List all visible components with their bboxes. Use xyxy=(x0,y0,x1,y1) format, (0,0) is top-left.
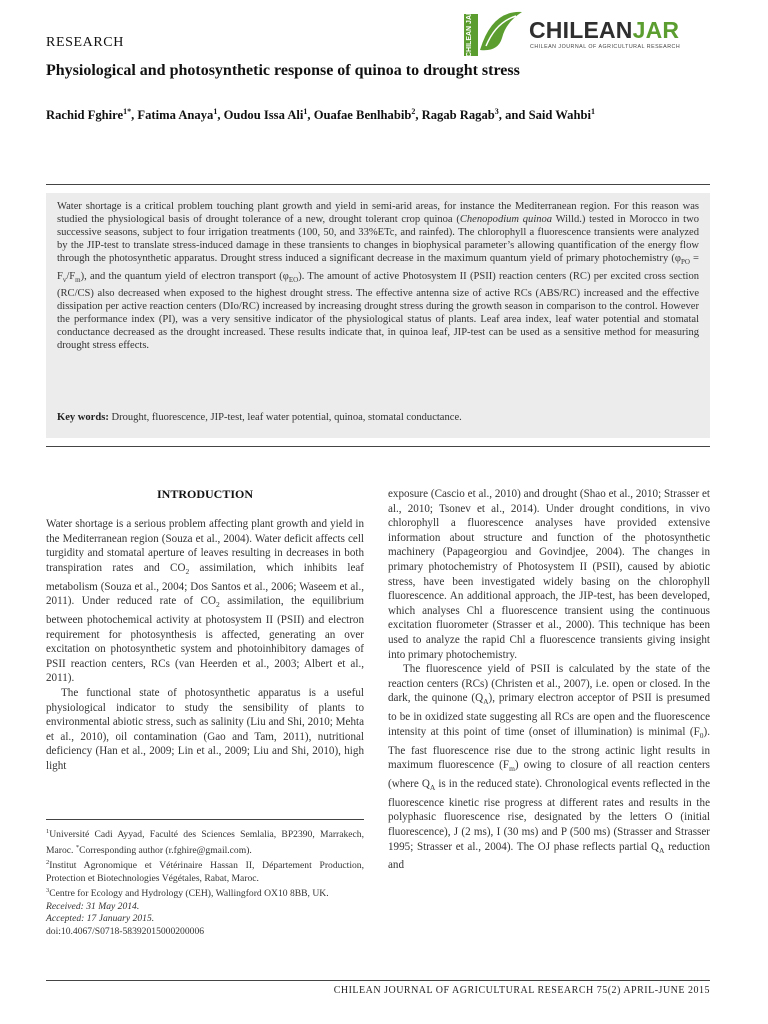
section-label: RESEARCH xyxy=(46,35,124,50)
author-affiliation-mark: 1 xyxy=(591,107,595,116)
intro-paragraph-1: Water shortage is a serious problem affecting plant growth and yield in the Mediterranean region (Souza et al., 2004). Water deficit affects cell turgidity and stomatal aperture of leaves resulting in decreases in both transpiration rates and $CO_2$ assimilation, which inhibits leaf metabolism (Souza et al., 2004; Dos Santos et al., 2006; Waseem et al., 2011). Under reduced rate of $CO_2$ assimilation, the equilibrium between photochemical activity at photosystem II (PSII) and electron requirement for photosynthesis is affected, generating an over excitation on photosynthetic system and photoinhibitory damages of PSII reaction centers, RCs (van Heerden et al., 2003; Albert et al., 2011). xyxy=(46,518,364,685)
author-affiliation-mark: 1 xyxy=(303,107,308,116)
author-separator: , xyxy=(307,108,314,123)
footnote-rule xyxy=(46,819,364,820)
abstract-rule xyxy=(46,446,710,447)
keywords-text: Drought, fluorescence, JIP-test, leaf water potential, quinoa, stomatal conductance. xyxy=(108,412,462,423)
footnotes xyxy=(46,826,364,938)
logo-wordmark xyxy=(529,17,679,44)
author-name: Oudou Issa Ali xyxy=(223,108,304,123)
intro-paragraph-3: exposure (Cascio et al., 2010) and drought (Shao et al., 2010; Strasser et al., 2010; Tsonev et al., 2014). Under drought conditions, in vivo chlorophyll a fluorescence analyses have provided extensive information about structure and function of the photosynthetic machinery (Papageorgiou and Govindjee, 2004). The changes in primary photochemistry of Photosystem II (PSII), caused by abiotic stress, have been investigated widely basing on the chlorophyll fluorescence. An additional approach, the JIP-test, has been developed, which analyses Chl a fluorescence transient using the continuous excitation fluorometer (Strasser et al., 2000). This technique has been used to analyze the rapid Chl a fluorescence transients giving insight into primary photochemistry. xyxy=(388,488,710,661)
left-column xyxy=(46,517,364,774)
species-name: Chenopodium quinoa xyxy=(459,214,553,226)
received-date: Received: 31 May 2014. xyxy=(46,900,140,912)
abstract-text: Water shortage is a critical problem touching plant growth and yield in semi-arid areas, for instance the Mediterranean region. For this reason was studied the physiological basis of drought tolerance of a new, drought tolerant crop quinoa (Chenopodium quinoa Willd.) tested in Morocco in two successive seasons, subject to four irrigation treatments (100, 50, and 33%ETc, and rainfed). The chlorophyll a fluorescence transients were analyzed by the JIP-test to translate stress-induced damage in these transients to changes in biophysical parameter’s allowing quantification of the energy flow through the photosynthetic apparatus. Drought stress induced a significant decrease in the maximum quantum yield of primary photochemistry $(\varphi_{PO} = F_v/F_m)$, and the quantum yield of electron transport $(\varphi_{EO})$. The amount of active Photosystem II (PSII) reaction centers (RC) per excited cross section (RC/CS) also decreased when exposed to the highest drought stress. The effective antenna size of active RCs (ABS/RC) increased and the effective dissipation per active reaction centers (DIo/RC) increased by increasing drought stress during the growth season in comparison to the control. However the performance index (PI), was a very sensitive indicator of the physiological status of plants. Leaf area index, leaf water potential and stomatal conductance decreased as the drought increased. These results indicate that, in quinoa leaf, JIP-test can be used as a sensitive method for measuring drought stress effects. xyxy=(57,201,699,352)
author-name: Said Wahbi xyxy=(528,108,591,123)
emblem-text: CHILEAN JAR xyxy=(466,9,473,57)
section-heading-introduction: INTRODUCTION xyxy=(156,487,253,501)
author-affiliation-mark: 1* xyxy=(123,107,132,116)
author-name: Ragab Ragab xyxy=(421,108,495,123)
author-name: Ouafae Benlhabib xyxy=(313,108,412,123)
doi: doi:10.4067/S0718-58392015000200006 xyxy=(46,925,205,937)
author-separator: , xyxy=(131,108,138,123)
journal-logo xyxy=(462,8,712,58)
intro-paragraph-4: The fluorescence yield of PSII is calculated by the state of the reaction centers (RCs) (Christen et al., 2007), i.e. open or closed. In the dark, the quinone $(Q_A)$, primary electron acceptor of PSII is presumed to be in oxidized state suggesting all RCs are open and the fluorescence intensity at this point of time (onset of illumination) is minimal $(F_0)$. The fast fluorescence rise due to the strong actinic light results in maximum fluorescence $(F_m)$ owing to closure of all reaction centers (where $Q_A$ is in the reduced state). Chronological events reflected in the fluorescence kinetic rise progress at different rates and results in the polyphasic fluorescence rise, designated by the letters O (initial fluorescence), J (2 ms), I (30 ms) and P (500 ms) (Strasser and Strasser 1995; Strasser et al., 2004). The OJ phase reflects partial $Q_A$ reduction and xyxy=(388,663,710,872)
author-affiliation-mark: 3 xyxy=(494,107,499,116)
keywords-label: Key words: xyxy=(57,412,109,423)
intro-paragraph-2: The functional state of photosynthetic apparatus is a useful physiological indicator to study the sensibility of plants to environmental abiotic stress, such as salinity (Liu and Shi, 2010; Mehta et al., 2010), oil contamination (Gao and Tam, 2011), nutritional deficiency (Han et al., 2009; Lin et al., 2009; Liu and Shi, 2010), high light xyxy=(46,686,364,772)
logo-subtitle: CHILEAN JOURNAL OF AGRICULTURAL RESEARCH xyxy=(530,44,681,50)
journal-emblem-icon xyxy=(462,8,526,58)
paper-title: Physiological and photosynthetic response of quinoa to drought stress xyxy=(46,62,520,79)
right-column xyxy=(388,487,710,873)
author-affiliation-mark: 1 xyxy=(213,107,218,116)
author-separator: , xyxy=(415,108,422,123)
footnote-affiliation-3: $^3$Centre for Ecology and Hydrology (CEH), Wallingford OX10 8BB, UK. xyxy=(46,887,329,900)
footnote-affiliation-2: $^2$Institut Agronomique et Vétérinaire Hassan II, Département Production, Protection et Biotechnologies Végétales, Rabat, Maroc. xyxy=(46,859,364,884)
author-name: Fatima Anaya xyxy=(137,108,214,123)
author-name: Rachid Fghire xyxy=(46,108,124,123)
author-list xyxy=(46,107,726,123)
accepted-date: Accepted: 17 January 2015. xyxy=(46,913,155,925)
author-separator: , and xyxy=(498,108,529,123)
keywords xyxy=(57,412,699,423)
author-affiliation-mark: 2 xyxy=(411,107,416,116)
footer-rule xyxy=(46,980,710,981)
author-separator: , xyxy=(217,108,224,123)
header-rule xyxy=(46,184,710,185)
journal-footer: CHILEAN JOURNAL OF AGRICULTURAL RESEARCH 75(2) APRIL-JUNE 2015 xyxy=(333,985,710,996)
footnote-affiliation-1: $^1$Université Cadi Ayyad, Faculté des Sciences Semlalia, BP2390, Marrakech, Maroc. *Corresponding author (r.fghire@gmail.com). xyxy=(46,828,364,856)
logo-part-jar: JAR xyxy=(632,17,680,43)
logo-part-chilean: CHILEAN xyxy=(529,17,633,43)
